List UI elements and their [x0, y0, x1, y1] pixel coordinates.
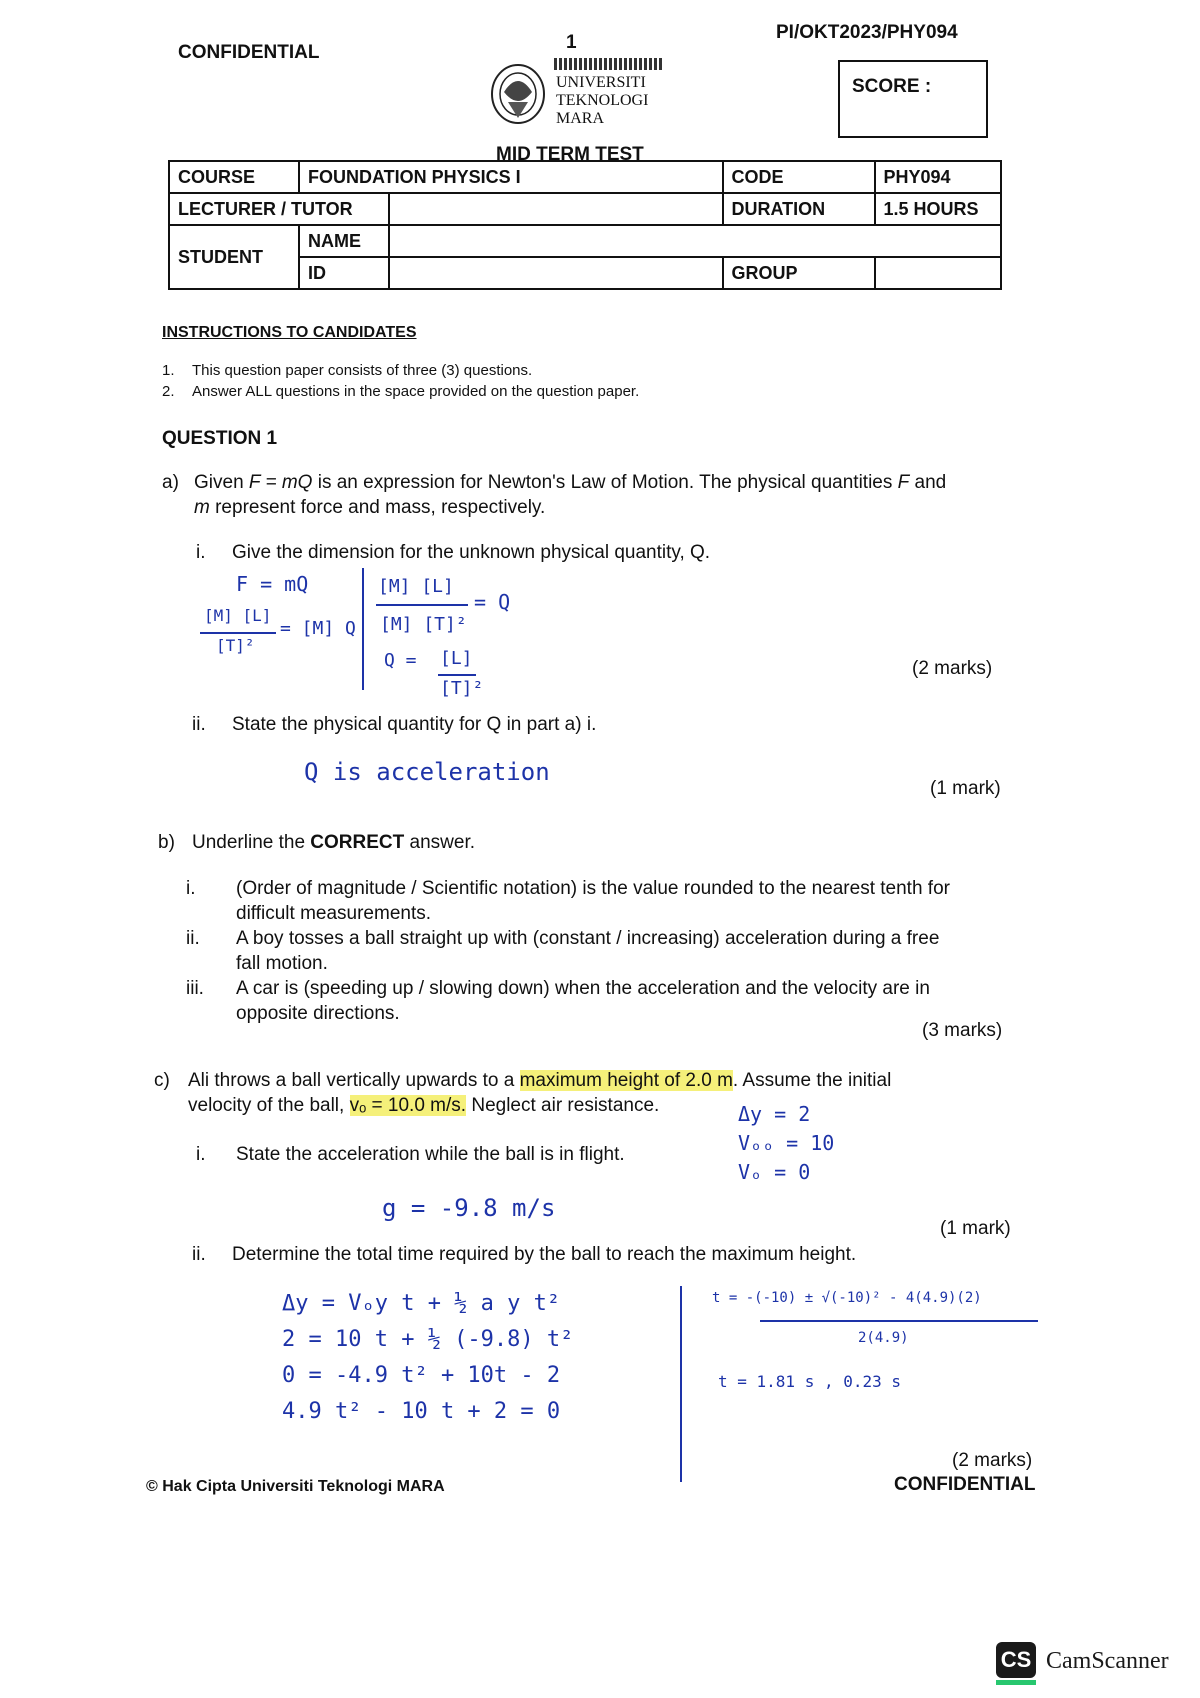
- hw-fraction-line: [438, 674, 476, 676]
- hw-fraction-line: [376, 604, 468, 606]
- university-name-line-1: UNIVERSITI: [556, 74, 646, 91]
- hw-q-equals: Q =: [384, 650, 417, 671]
- question-1c-i-marks: (1 mark): [940, 1218, 1011, 1239]
- code-label: CODE: [723, 161, 875, 193]
- hw-dim-rhs-left: = [M] Q: [280, 618, 356, 639]
- question-1a-ii: ii. State the physical quantity for Q in part a) i.: [192, 714, 597, 735]
- highlight-max-height: maximum height of 2.0 m: [519, 1070, 733, 1091]
- course-info-table: [168, 160, 1002, 290]
- id-label: ID: [299, 257, 389, 289]
- university-name-line-2: TEKNOLOGI: [556, 92, 649, 109]
- question-1b-text: b) Underline the CORRECT answer.: [158, 832, 476, 853]
- confidential-header: CONFIDENTIAL: [178, 42, 320, 63]
- question-1a-i: i. Give the dimension for the unknown physical quantity, Q.: [196, 542, 711, 563]
- instructions-title: INSTRUCTIONS TO CANDIDATES: [162, 324, 417, 341]
- confidential-footer: CONFIDENTIAL: [894, 1474, 1036, 1495]
- copyright-footer: © Hak Cipta Universiti Teknologi MARA: [146, 1478, 445, 1495]
- hw-quadratic-denominator: 2(4.9): [858, 1330, 909, 1346]
- group-label: GROUP: [723, 257, 875, 289]
- hw-q-numerator: [L]: [440, 648, 473, 669]
- lecturer-label: LECTURER / TUTOR: [169, 193, 389, 225]
- paper-code: PI/OKT2023/PHY094: [776, 22, 958, 43]
- list-item: i. (Order of magnitude / Scientific notation) is the value rounded to the nearest tenth for difficult measurements.: [186, 878, 950, 924]
- question-1b-list: [186, 876, 1026, 1026]
- course-label: COURSE: [169, 161, 299, 193]
- list-item: ii. A boy tosses a ball straight up with (constant / increasing) acceleration during a free fall motion.: [186, 928, 940, 974]
- hw-dim-denominator-left: [T]²: [216, 636, 255, 655]
- highlight-initial-velocity: vₒ = 10.0 m/s.: [349, 1095, 467, 1116]
- hw-fraction-line: [760, 1320, 1038, 1322]
- question-1c-ii: ii. Determine the total time required by the ball to reach the maximum height.: [192, 1244, 857, 1265]
- hw-q-denominator: [T]²: [440, 678, 484, 699]
- question-1c-text: c) Ali throws a ball vertically upwards to a maximum height of 2.0 m. Assume the initial velocity of the ball, vₒ = 10.0 m/s. Neglect air resistance.: [154, 1070, 892, 1116]
- hw-quadratic-numerator: t = -(-10) ± √(-10)² - 4(4.9)(2): [712, 1290, 982, 1306]
- hw-divider-line: [362, 568, 364, 690]
- question-1a-ii-marks: (1 mark): [930, 778, 1001, 799]
- instructions-list: [162, 360, 639, 402]
- student-label: STUDENT: [169, 225, 299, 289]
- student-name-field[interactable]: [389, 225, 1001, 257]
- name-label: NAME: [299, 225, 389, 257]
- question-1-title: QUESTION 1: [162, 428, 278, 449]
- question-1b-marks: (3 marks): [922, 1020, 1003, 1041]
- university-jawi-logotype: [554, 58, 664, 70]
- hw-gravity-answer: g = -9.8 m/s: [382, 1194, 556, 1222]
- university-crest-icon: [488, 62, 548, 126]
- list-item: iii. A car is (speeding up / slowing down) when the acceleration and the velocity are in opposite directions.: [186, 978, 930, 1024]
- hw-given-values: Δy = 2 Vₒₒ = 10 Vₒ = 0: [738, 1102, 835, 1184]
- hw-time-answer: t = 1.81 s , 0.23 s: [718, 1372, 902, 1391]
- question-1c-i: i. State the acceleration while the ball is in flight.: [196, 1144, 625, 1165]
- question-1a-text: a) Given F = mQ is an expression for Newton's Law of Motion. The physical quantities F and m represent force and mass, respectively.: [162, 472, 947, 518]
- camscanner-logo-bar: [996, 1680, 1036, 1685]
- course-value: FOUNDATION PHYSICS I: [299, 161, 723, 193]
- hw-kinematics-working: Δy = Vₒy t + ½ a y t² 2 = 10 t + ½ (-9.8) t² 0 = -4.9 t² + 10t - 2 4.9 t² - 10 t + 2 = 0: [282, 1291, 574, 1424]
- hw-newton-formula: F = mQ: [236, 572, 309, 596]
- university-name-line-3: MARA: [556, 110, 605, 127]
- code-value: PHY094: [875, 161, 1002, 193]
- group-field[interactable]: [875, 257, 1002, 289]
- hw-q-is-acceleration: Q is acceleration: [304, 758, 550, 786]
- camscanner-text: CamScanner: [1046, 1648, 1169, 1674]
- hw-divider-line: [680, 1286, 682, 1482]
- instruction-item: 1. This question paper consists of three (3) questions.: [162, 362, 533, 379]
- camscanner-logo: CS: [996, 1642, 1036, 1678]
- duration-value: 1.5 HOURS: [875, 193, 1002, 225]
- score-box: [838, 60, 988, 138]
- lecturer-field[interactable]: [389, 193, 723, 225]
- hw-fraction-line: [200, 632, 276, 634]
- question-1a-i-marks: (2 marks): [912, 658, 993, 679]
- hw-equals-q: = Q: [474, 590, 511, 614]
- page-number: 1: [566, 32, 577, 53]
- hw-dim-denominator-right: [M] [T]²: [380, 614, 467, 635]
- hw-dim-numerator-right: [M] [L]: [378, 576, 454, 597]
- student-id-field[interactable]: [389, 257, 723, 289]
- hw-dim-numerator-left: [M] [L]: [204, 606, 272, 625]
- score-label: SCORE :: [852, 76, 932, 97]
- question-1c-ii-marks: (2 marks): [952, 1450, 1033, 1471]
- test-title: MID TERM TEST: [496, 144, 644, 165]
- duration-label: DURATION: [723, 193, 875, 225]
- instruction-item: 2. Answer ALL questions in the space provided on the question paper.: [162, 383, 640, 400]
